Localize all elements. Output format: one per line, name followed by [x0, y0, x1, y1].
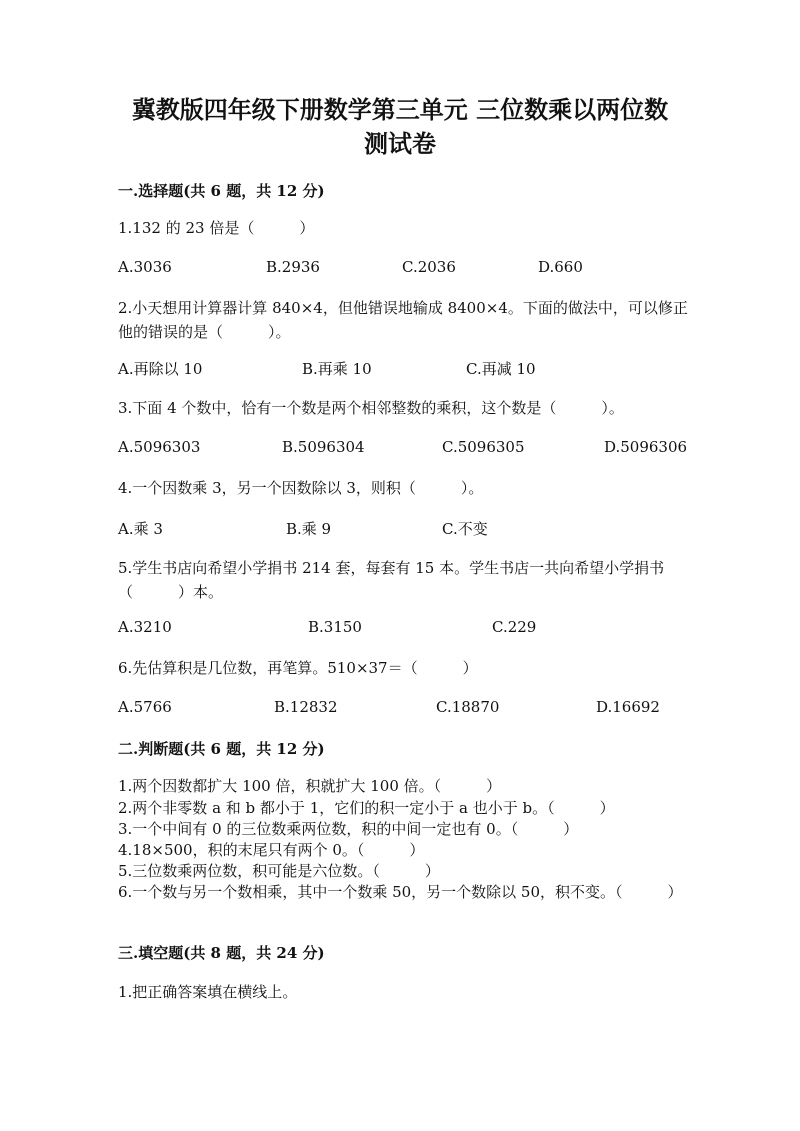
option-a: A.5096303 [118, 438, 201, 456]
choice-question-6: 6.先估算积是几位数，再笔算。510×37＝（ ） [118, 659, 478, 677]
choice-options-2 [118, 358, 688, 380]
choice-options-4 [118, 518, 688, 540]
option-c: C.229 [492, 618, 537, 636]
title-line-1: 冀教版四年级下册数学第三单元 三位数乘以两位数 [131, 95, 669, 124]
tf-question-6: 6.一个数与另一个数相乘，其中一个数乘 50，另一个数除以 50，积不变。（ ） [118, 883, 683, 901]
choice-question-5: 5.学生书店向希望小学捐书 214 套，每套有 15 本。学生书店一共向希望小学捐书（ ）本。 [118, 559, 665, 601]
choice-options-6 [118, 698, 688, 720]
option-b: B.再乘 10 [302, 360, 372, 378]
section-heading-true-false: 二.判断题(共 6 题，共 12 分) [118, 740, 325, 758]
section-heading-fill-in: 三.填空题(共 8 题，共 24 分) [118, 944, 325, 962]
option-a: A.再除以 10 [118, 360, 203, 378]
choice-options-1 [118, 258, 688, 280]
title-line-2: 测试卷 [364, 129, 436, 158]
choice-question-2: 2.小天想用计算器计算 840×4，但他错误地输成 8400×4。下面的做法中，可以修正他的错误的是（ ）。 [118, 299, 688, 341]
option-b: B.5096304 [282, 438, 365, 456]
option-d: D.5096306 [604, 438, 688, 456]
choice-question-4: 4.一个因数乘 3，另一个因数除以 3，则积（ ）。 [118, 479, 484, 497]
section-heading-multiple-choice: 一.选择题(共 6 题，共 12 分) [118, 182, 325, 200]
fill-question-1: 1.把正确答案填在横线上。 [118, 983, 298, 1001]
tf-question-5: 5.三位数乘两位数，积可能是六位数。（ ） [118, 862, 440, 880]
choice-question-1: 1.132 的 23 倍是（ ） [118, 219, 315, 237]
option-a: A.3036 [118, 258, 172, 276]
option-c: C.不变 [442, 520, 488, 538]
choice-question-3: 3.下面 4 个数中，恰有一个数是两个相邻整数的乘积，这个数是（ ）。 [118, 399, 624, 417]
choice-options-3 [118, 438, 688, 460]
choice-options-5 [118, 618, 688, 640]
option-a: A.乘 3 [118, 520, 163, 538]
option-c: C.再减 10 [466, 360, 536, 378]
option-b: B.2936 [266, 258, 320, 276]
option-a: A.3210 [118, 618, 172, 636]
tf-question-4: 4.18×500，积的末尾只有两个 0。（ ） [118, 841, 425, 859]
option-d: D.660 [538, 258, 583, 276]
option-b: B.12832 [274, 698, 338, 716]
option-b: B.3150 [308, 618, 362, 636]
option-c: C.18870 [436, 698, 500, 716]
option-c: C.2036 [402, 258, 456, 276]
document-title [100, 93, 700, 161]
tf-question-1: 1.两个因数都扩大 100 倍，积就扩大 100 倍。（ ） [118, 777, 502, 795]
tf-question-3: 3.一个中间有 0 的三位数乘两位数，积的中间一定也有 0。（ ） [118, 820, 579, 838]
option-b: B.乘 9 [286, 520, 332, 538]
tf-question-2: 2.两个非零数 a 和 b 都小于 1，它们的积一定小于 a 也小于 b。（ ） [118, 799, 615, 817]
option-a: A.5766 [118, 698, 172, 716]
option-c: C.5096305 [442, 438, 525, 456]
option-d: D.16692 [596, 698, 660, 716]
